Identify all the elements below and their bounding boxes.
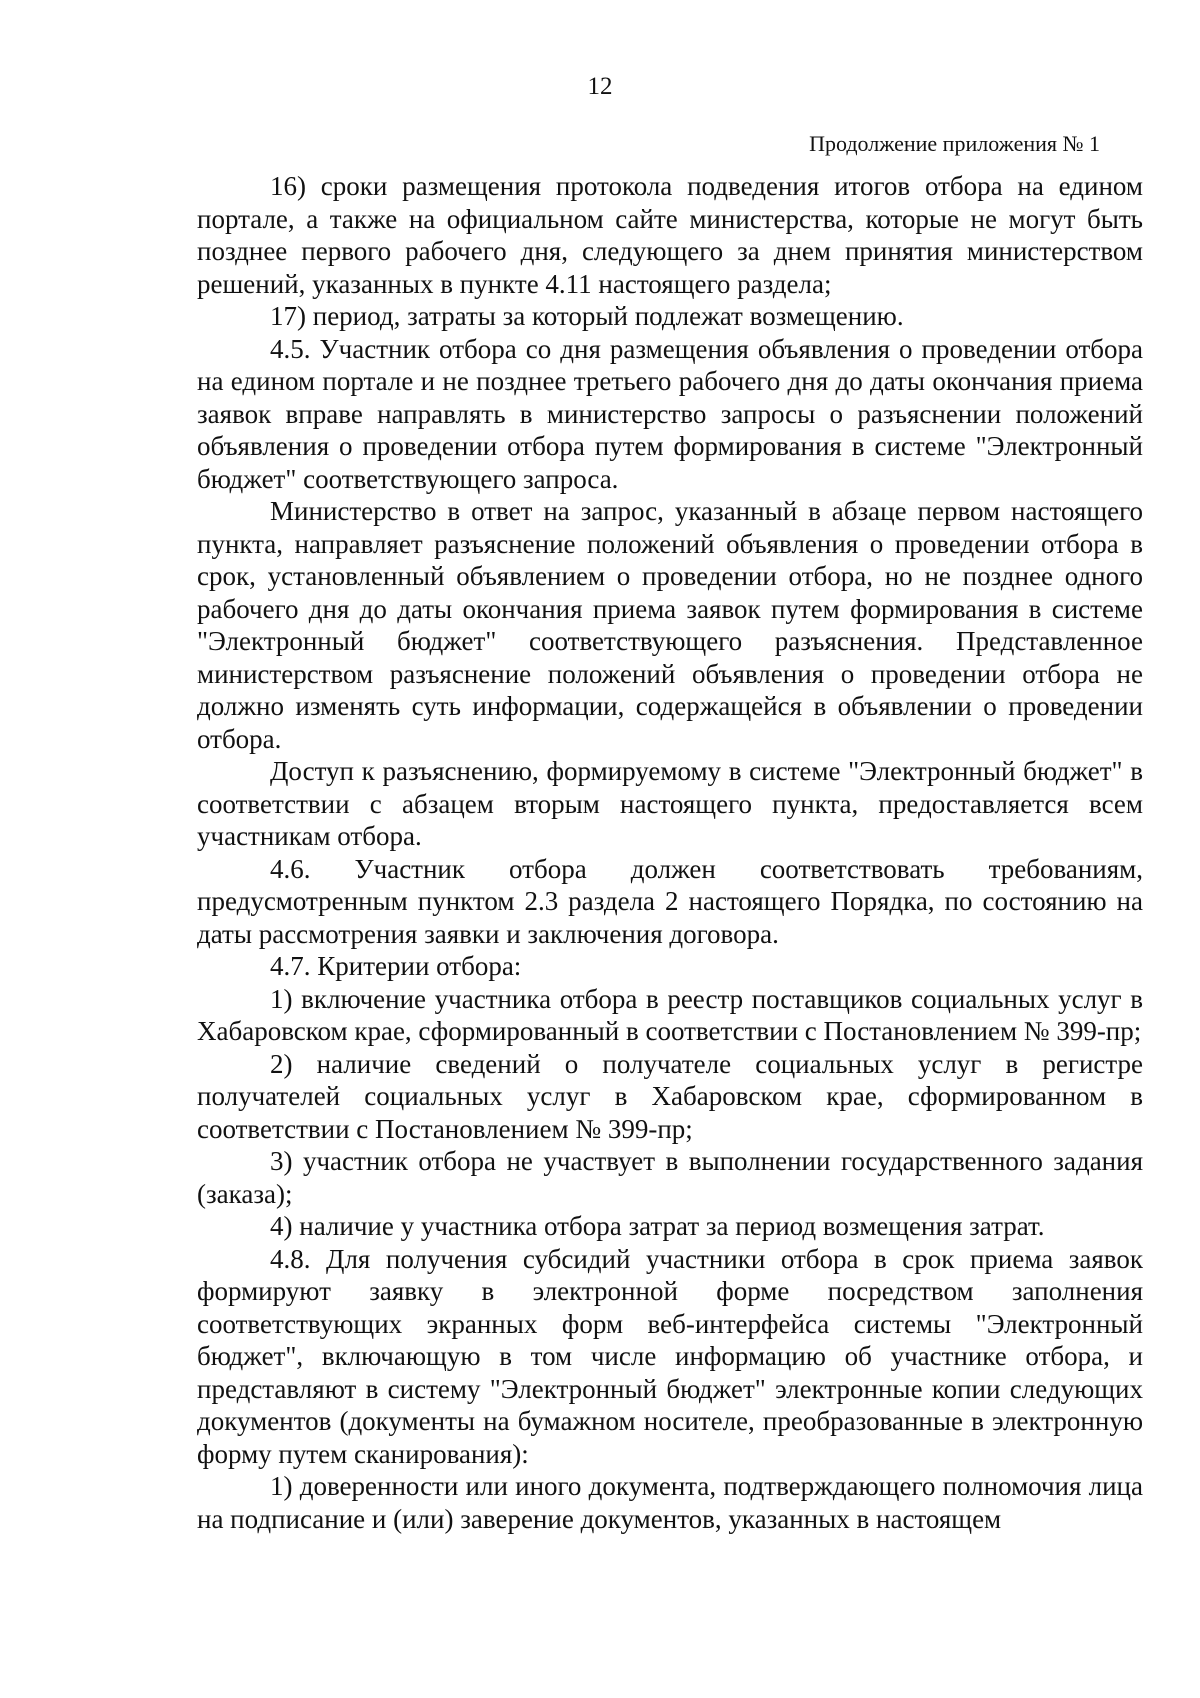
paragraph: 4) наличие у участника отбора затрат за период возмещения затрат. <box>270 1211 1045 1241</box>
paragraph: 1) доверенности или иного документа, подтверждающего полномочия лица на подписание и (или) заверение документов, указанных в настоящем <box>197 1471 1143 1534</box>
document-body <box>197 170 1143 1535</box>
paragraph: Министерство в ответ на запрос, указанный в абзаце первом настоящего пункта, направляет разъяснение положений объявления о проведении отбора в срок, установленный объявлением о проведении отбора, но не позднее одного рабочего дня до даты окончания приема заявок путем формирования в системе "Электронный бюджет" соответствующего разъяснения. Представленное министерством разъяснение положений объявления о проведении отбора не должно изменять суть информации, содержащейся в объявлении о проведении отбора. <box>197 496 1143 754</box>
appendix-note: Продолжение приложения № 1 <box>809 131 1100 156</box>
paragraph: 4.7. Критерии отбора: <box>270 951 522 981</box>
page-number: 12 <box>587 73 613 100</box>
paragraph: 2) наличие сведений о получателе социальных услуг в регистре получателей социальных услуг в Хабаровском крае, сформированном в соответствии с Постановлением № 399-пр; <box>197 1048 1143 1144</box>
paragraph: 1) включение участника отбора в реестр поставщиков социальных услуг в Хабаровском крае, сформированный в соответствии с Постановлением № 399-пр; <box>197 983 1143 1046</box>
paragraph: Доступ к разъяснению, формируемому в системе "Электронный бюджет" в соответствии с абзацем вторым настоящего пункта, предоставляется всем участникам отбора. <box>197 756 1143 851</box>
paragraph: 16) сроки размещения протокола подведения итогов отбора на едином портале, а также на официальном сайте министерства, которые не могут быть позднее первого рабочего дня, следующего за днем принятия министерством решений, указанных в пункте 4.11 настоящего раздела; <box>197 171 1143 299</box>
paragraph: 4.6. Участник отбора должен соответствовать требованиям, предусмотренным пунктом 2.3 раздела 2 настоящего Порядка, по состоянию на даты рассмотрения заявки и заключения договора. <box>197 853 1143 949</box>
paragraph: 3) участник отбора не участвует в выполнении государственного задания (заказа); <box>197 1146 1143 1209</box>
paragraph: 4.8. Для получения субсидий участники отбора в срок приема заявок формируют заявку в электронной форме посредством заполнения соответствующих экранных форм веб-интерфейса системы "Электронный бюджет", включающую в том числе информацию об участнике отбора, и представляют в систему "Электронный бюджет" электронные копии следующих документов (документы на бумажном носителе, преобразованные в электронную форму путем сканирования): <box>197 1243 1143 1469</box>
paragraph: 17) период, затраты за который подлежат возмещению. <box>270 301 904 331</box>
paragraph: 4.5. Участник отбора со дня размещения объявления о проведении отбора на едином портале и не позднее третьего рабочего дня до даты окончания приема заявок вправе направлять в министерство запросы о разъяснении положений объявления о проведении отбора путем формирования в системе "Электронный бюджет" соответствующего запроса. <box>197 333 1143 494</box>
